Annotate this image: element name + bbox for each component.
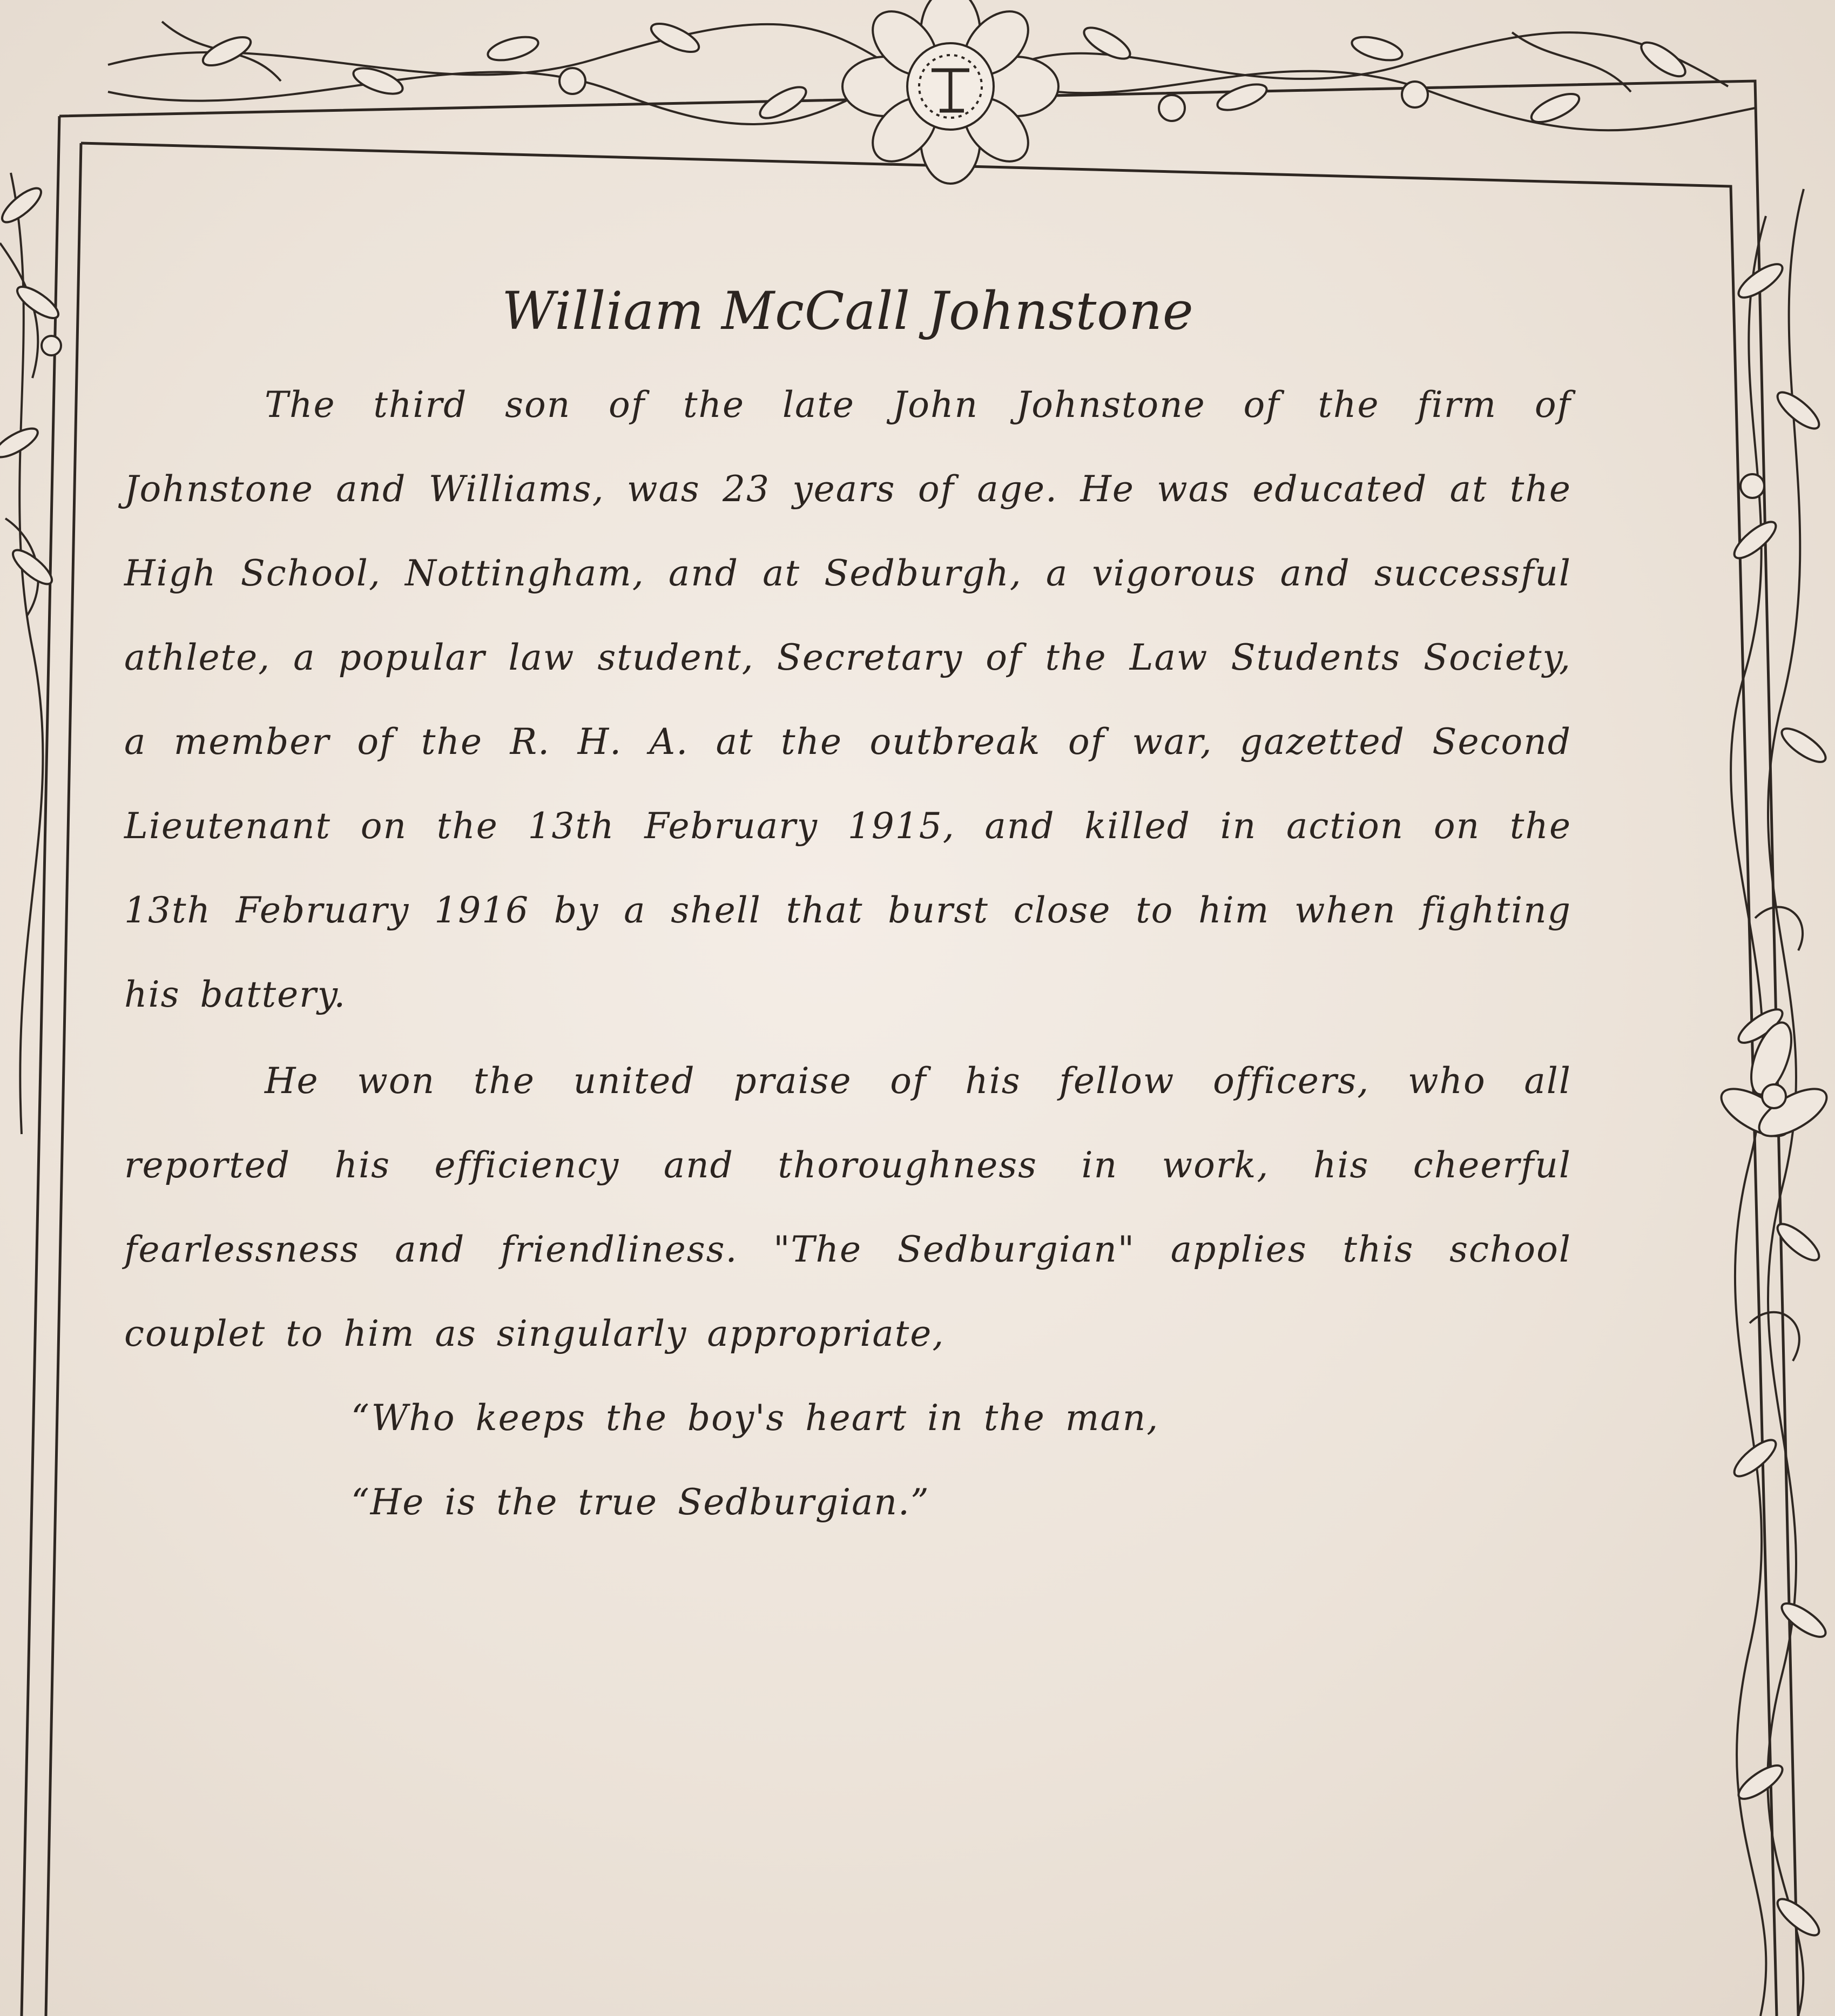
frame-inner-left: [46, 143, 81, 2016]
memorial-text: [124, 281, 1571, 1545]
right-flower: [1714, 1017, 1833, 1145]
frame-outer-left: [22, 116, 59, 2016]
memorial-title: William McCall Johnstone: [502, 281, 1194, 341]
school-couplet: [351, 1376, 1571, 1545]
left-vine: [0, 173, 43, 1134]
couplet-line-1: “Who keeps the boy's heart in the man,: [351, 1397, 1159, 1439]
monogram-flower: [842, 0, 1058, 184]
couplet-line-2: “He is the true Sedburgian.”: [351, 1481, 930, 1523]
paragraph-tribute: He won the united praise of his fellow officers, who all reported his efficiency and thoroughness in work, his cheerful fearlessness and friendliness. "The Sedburgian" applies this school couplet to him as singularly appropriate,: [124, 1060, 1571, 1354]
paragraph-biography: The third son of the late John Johnstone of the firm of Johnstone and Williams, was 23 years of age. He was educated at the High School, Nottingham, and at Sedburgh, a vigorous and successful athlete, a popular law student, Secretary of the Law Students Society, a member of the R. H. A. at the outbreak of war, gazetted Second Lieutenant on the 13th February 1915, and killed in action on the 13th February 1916 by a shell that burst close to him when fighting his battery.: [124, 384, 1571, 1015]
